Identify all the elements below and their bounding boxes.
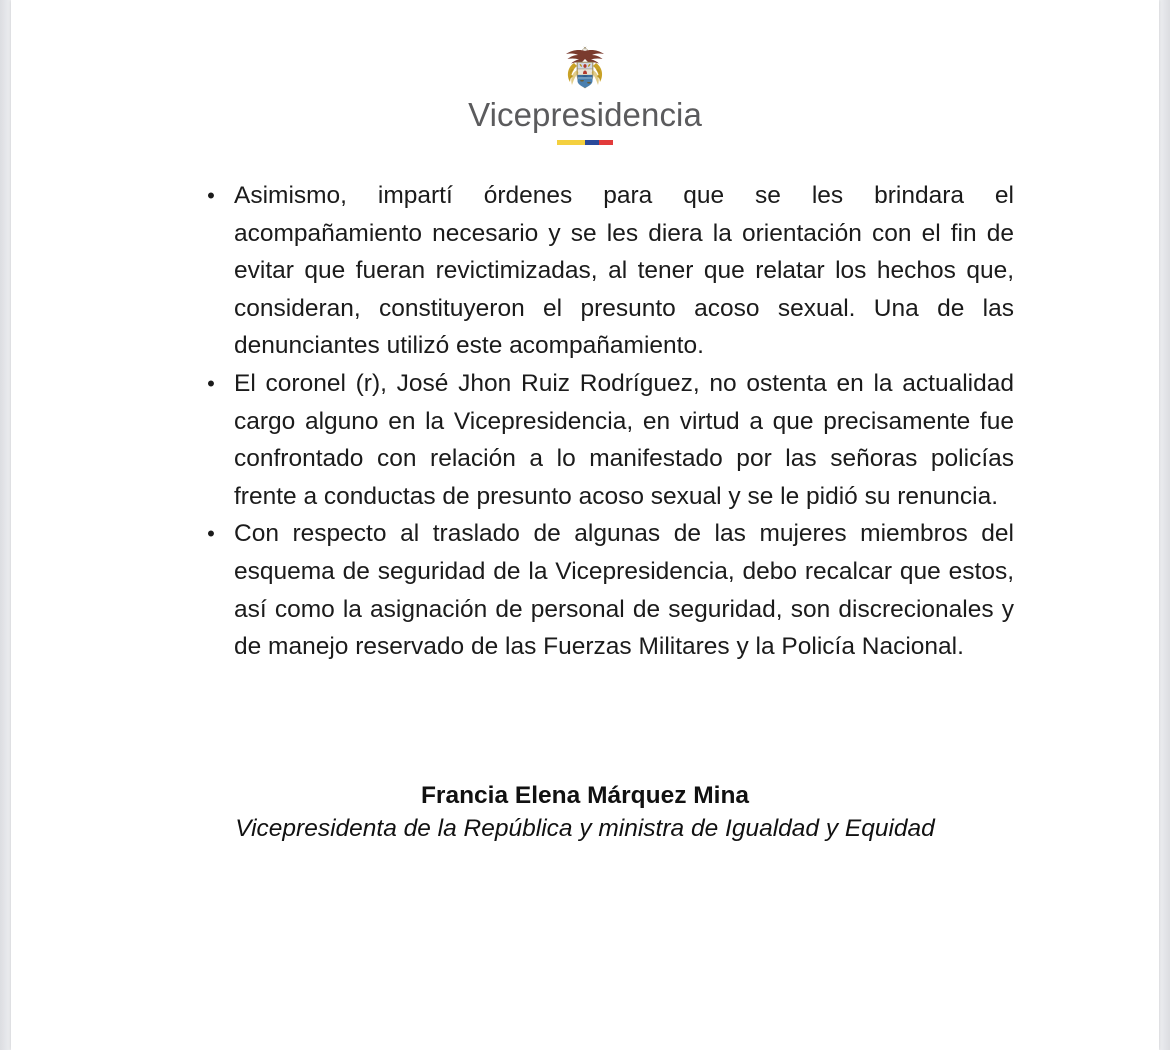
colombia-flag-bar — [557, 140, 613, 145]
signer-title: Vicepresidenta de la República y ministra de Igualdad y Equidad — [235, 815, 935, 842]
bullet-paragraph: Asimismo, impartí órdenes para que se les brindara el acompañamiento necesario y se les diera la orientación con el fin de evitar que fueran revictimizadas, al tener que relatar los hechos que, consideran, constituyeron el presunto acoso sexual. Una de las denunciantes utilizó este acompañamiento. — [234, 182, 1014, 360]
letterhead — [11, 0, 1159, 145]
list-item — [11, 177, 1159, 365]
bullet-marker-icon: • — [207, 521, 215, 547]
list-item — [11, 365, 1159, 515]
flag-stripe-yellow — [557, 140, 585, 145]
brand-title: Vicepresidencia — [468, 96, 702, 133]
signature-block — [11, 779, 1159, 845]
flag-stripe-blue — [585, 140, 599, 145]
flag-stripe-red — [599, 140, 613, 145]
bullet-list — [11, 177, 1159, 666]
signer-name: Francia Elena Márquez Mina — [420, 782, 750, 809]
document-page — [11, 0, 1159, 1050]
page-gutter-left — [0, 0, 11, 1050]
bullet-paragraph: El coronel (r), José Jhon Ruiz Rodríguez, no ostenta en la actualidad cargo alguno en la Vicepresidencia, en virtud a que precisamente fue confrontado con relación a lo manifestado por las señoras policías frente a conductas de presunto acoso sexual y se le pidió su renuncia. — [234, 369, 1014, 510]
document-body — [11, 177, 1159, 666]
colombia-coat-of-arms-icon — [557, 44, 613, 94]
page-gutter-right — [1159, 0, 1170, 1050]
list-item — [11, 515, 1159, 665]
bullet-marker-icon: • — [207, 370, 215, 396]
bullet-paragraph: Con respecto al traslado de algunas de las mujeres miembros del esquema de seguridad de la Vicepresidencia, debo recalcar que estos, así como la asignación de personal de seguridad, son discrecionales y de manejo reservado de las Fuerzas Militares y la Policía Nacional. — [234, 520, 1014, 661]
bullet-marker-icon: • — [207, 183, 215, 208]
